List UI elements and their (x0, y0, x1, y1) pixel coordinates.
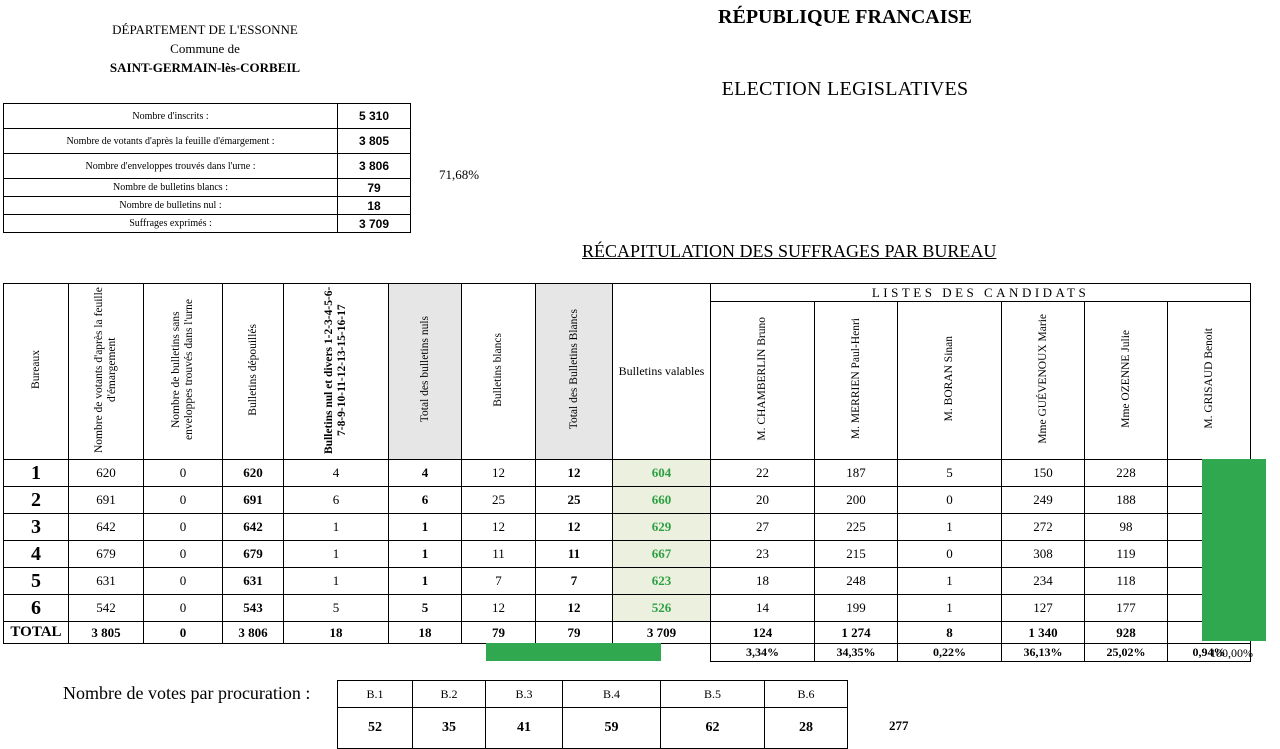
total-label: TOTAL (4, 622, 69, 644)
table-row (4, 541, 1251, 568)
cell-candidate: 118 (1085, 568, 1168, 595)
stats-label: Nombre d'inscrits : (4, 104, 338, 129)
total-nuls: 18 (284, 622, 389, 644)
cell-candidate: 234 (1002, 568, 1085, 595)
stats-row (4, 104, 411, 129)
procuration-total: 277 (889, 718, 909, 733)
cell-total-blancs: 11 (536, 541, 613, 568)
total-candidate: 124 (711, 622, 815, 644)
cell-valables: 660 (613, 487, 711, 514)
cell-votants: 691 (69, 487, 144, 514)
cell-candidate: 187 (815, 460, 898, 487)
cell-candidate: 1 (898, 595, 1002, 622)
table-row (4, 568, 1251, 595)
cell-valables: 667 (613, 541, 711, 568)
cell-candidate: 18 (711, 568, 815, 595)
stats-value: 3 805 (338, 129, 411, 154)
cell-total-blancs: 12 (536, 514, 613, 541)
stats-label: Nombre de bulletins blancs : (4, 179, 338, 197)
procuration-value: 59 (563, 708, 661, 749)
cell-candidate: 272 (1002, 514, 1085, 541)
total-sans-env: 0 (144, 622, 223, 644)
col-sans-enveloppe-header: Nombre de bulletins sans enveloppes trouvés dans l'urne (144, 284, 223, 460)
republic-title: RÉPUBLIQUE FRANCAISE (718, 6, 972, 28)
col-total-nuls-header: Total des bulletins nuls (389, 284, 462, 460)
total-candidate: 1 274 (815, 622, 898, 644)
stats-value: 5 310 (338, 104, 411, 129)
cell-candidate: 127 (1002, 595, 1085, 622)
procuration-bureau: B.4 (563, 681, 661, 708)
total-total-blancs: 79 (536, 622, 613, 644)
bureau-number: 4 (4, 541, 69, 568)
cell-candidate: 248 (815, 568, 898, 595)
commune-label: Commune de (170, 41, 240, 56)
cell-total-nuls: 5 (389, 595, 462, 622)
cell-depouilles: 631 (223, 568, 284, 595)
cell-total-nuls: 1 (389, 568, 462, 595)
cell-nuls: 1 (284, 541, 389, 568)
stats-label: Nombre d'enveloppes trouvés dans l'urne : (4, 154, 338, 179)
procuration-header-row (338, 681, 848, 708)
total-votants: 3 805 (69, 622, 144, 644)
cell-total-nuls: 1 (389, 514, 462, 541)
table-row (4, 595, 1251, 622)
cell-depouilles: 642 (223, 514, 284, 541)
cell-total-blancs: 12 (536, 460, 613, 487)
percent-total: 100,00% (1210, 646, 1253, 660)
col-blancs-header: Bulletins blancs (462, 284, 536, 460)
cell-candidate: 228 (1085, 460, 1168, 487)
bureau-number: 1 (4, 460, 69, 487)
header-row-1 (4, 284, 1251, 302)
stats-label: Nombre de bulletins nul : (4, 197, 338, 215)
procuration-label: Nombre de votes par procuration : (63, 683, 311, 703)
cell-sans-env: 0 (144, 514, 223, 541)
procuration-bureau: B.6 (765, 681, 848, 708)
cell-nuls: 1 (284, 568, 389, 595)
cell-candidate: 225 (815, 514, 898, 541)
cell-sans-env: 0 (144, 568, 223, 595)
procuration-bureau: B.2 (413, 681, 486, 708)
stats-row (4, 154, 411, 179)
total-blancs: 79 (462, 622, 536, 644)
cell-candidate: 188 (1085, 487, 1168, 514)
cell-candidate: 215 (815, 541, 898, 568)
procuration-value: 28 (765, 708, 848, 749)
stats-value: 3 806 (338, 154, 411, 179)
cell-candidate: 27 (711, 514, 815, 541)
procuration-value-row (338, 708, 848, 749)
cell-candidate: 177 (1085, 595, 1168, 622)
cell-nuls: 1 (284, 514, 389, 541)
cell-candidate: 200 (815, 487, 898, 514)
bureau-number: 6 (4, 595, 69, 622)
cell-sans-env: 0 (144, 541, 223, 568)
cell-nuls: 5 (284, 595, 389, 622)
cell-sans-env: 0 (144, 487, 223, 514)
stats-row (4, 197, 411, 215)
stats-value: 3 709 (338, 215, 411, 233)
stats-table (3, 103, 411, 233)
percent-cell: 0,94% (1168, 644, 1251, 662)
stats-row (4, 215, 411, 233)
cell-candidate: 0 (898, 487, 1002, 514)
cell-candidate: 1 (898, 568, 1002, 595)
green-fill-right (1202, 459, 1266, 641)
col-valables-header: Bulletins valables (613, 284, 711, 460)
procuration-value: 52 (338, 708, 413, 749)
participation-pct: 71,68% (439, 167, 480, 182)
cell-votants: 542 (69, 595, 144, 622)
total-valables: 3 709 (613, 622, 711, 644)
table-row (4, 487, 1251, 514)
col-nuls-divers-header: Bulletins nul et divers 1-2-3-4-5-6-7-8-9-10-11-12-13-15-16-17 (284, 284, 389, 460)
percent-cell: 36,13% (1002, 644, 1085, 662)
cell-total-nuls: 6 (389, 487, 462, 514)
total-candidate: 928 (1085, 622, 1168, 644)
bureau-number: 3 (4, 514, 69, 541)
cell-votants: 679 (69, 541, 144, 568)
cell-candidate: 199 (815, 595, 898, 622)
results-table (3, 283, 1251, 662)
cell-candidate: 22 (711, 460, 815, 487)
header-left (60, 20, 350, 77)
procuration-bureau: B.3 (486, 681, 563, 708)
cell-total-blancs: 12 (536, 595, 613, 622)
recap-title: RÉCAPITULATION DES SUFFRAGES PAR BUREAU (582, 241, 997, 261)
candidate-header: Mme GUÉVENOUX Marie (1002, 302, 1085, 460)
procuration-bureau: B.5 (661, 681, 765, 708)
bureau-number: 5 (4, 568, 69, 595)
percent-cell: 34,35% (815, 644, 898, 662)
stats-label: Nombre de votants d'après la feuille d'émargement : (4, 129, 338, 154)
cell-candidate: 14 (711, 595, 815, 622)
stats-value: 79 (338, 179, 411, 197)
procuration-bureau: B.1 (338, 681, 413, 708)
procuration-value: 41 (486, 708, 563, 749)
cell-nuls: 4 (284, 460, 389, 487)
percent-cell: 3,34% (711, 644, 815, 662)
cell-valables: 629 (613, 514, 711, 541)
col-votants-header: Nombre de votants d'après la feuille d'émargement (69, 284, 144, 460)
cell-blancs: 12 (462, 460, 536, 487)
stats-value: 18 (338, 197, 411, 215)
percent-cell: 25,02% (1085, 644, 1168, 662)
candidate-header: Mme OZENNE Julie (1085, 302, 1168, 460)
candidate-header: M. GRISAUD Benoit (1168, 302, 1251, 460)
cell-depouilles: 691 (223, 487, 284, 514)
cell-blancs: 11 (462, 541, 536, 568)
total-candidate: 1 340 (1002, 622, 1085, 644)
cell-sans-env: 0 (144, 595, 223, 622)
cell-sans-env: 0 (144, 460, 223, 487)
cell-candidate: 249 (1002, 487, 1085, 514)
cell-candidate: 98 (1085, 514, 1168, 541)
commune-name: SAINT-GERMAIN-lès-CORBEIL (109, 60, 301, 75)
total-candidate: 8 (898, 622, 1002, 644)
cell-valables: 526 (613, 595, 711, 622)
cell-total-nuls: 1 (389, 541, 462, 568)
cell-valables: 604 (613, 460, 711, 487)
listes-candidats-header: LISTES DES CANDIDATS (711, 284, 1251, 302)
cell-depouilles: 543 (223, 595, 284, 622)
candidate-header: M. MERRIEN Paul-Henri (815, 302, 898, 460)
percent-cell: 0,22% (898, 644, 1002, 662)
table-row (4, 514, 1251, 541)
cell-total-blancs: 25 (536, 487, 613, 514)
procuration-table (337, 680, 848, 749)
cell-blancs: 7 (462, 568, 536, 595)
cell-votants: 631 (69, 568, 144, 595)
departement-label: DÉPARTEMENT DE L'ESSONNE (112, 22, 298, 37)
col-depouilles-header: Bulletins dépouillés (223, 284, 284, 460)
cell-depouilles: 620 (223, 460, 284, 487)
col-bureaux-header: Bureaux (4, 284, 69, 460)
cell-blancs: 12 (462, 514, 536, 541)
cell-total-blancs: 7 (536, 568, 613, 595)
cell-valables: 623 (613, 568, 711, 595)
cell-votants: 620 (69, 460, 144, 487)
procuration-value: 35 (413, 708, 486, 749)
cell-blancs: 12 (462, 595, 536, 622)
stats-row (4, 129, 411, 154)
cell-depouilles: 679 (223, 541, 284, 568)
cell-candidate: 0 (898, 541, 1002, 568)
candidate-header: M. CHAMBERLIN Bruno (711, 302, 815, 460)
cell-candidate: 150 (1002, 460, 1085, 487)
cell-candidate: 5 (898, 460, 1002, 487)
bureau-number: 2 (4, 487, 69, 514)
total-row (4, 622, 1251, 644)
cell-candidate: 23 (711, 541, 815, 568)
cell-nuls: 6 (284, 487, 389, 514)
cell-candidate: 119 (1085, 541, 1168, 568)
total-total-nuls: 18 (389, 622, 462, 644)
cell-candidate: 20 (711, 487, 815, 514)
candidate-header: M. BORAN Sinan (898, 302, 1002, 460)
green-fill-bottom (486, 643, 661, 661)
cell-candidate: 308 (1002, 541, 1085, 568)
cell-blancs: 25 (462, 487, 536, 514)
stats-row (4, 179, 411, 197)
stats-label: Suffrages exprimés : (4, 215, 338, 233)
election-title: ELECTION LEGISLATIVES (721, 78, 969, 100)
cell-votants: 642 (69, 514, 144, 541)
table-row (4, 460, 1251, 487)
total-depouilles: 3 806 (223, 622, 284, 644)
cell-total-nuls: 4 (389, 460, 462, 487)
procuration-value: 62 (661, 708, 765, 749)
col-total-blancs-header: Total des Bulletins Blancs (536, 284, 613, 460)
cell-candidate: 1 (898, 514, 1002, 541)
